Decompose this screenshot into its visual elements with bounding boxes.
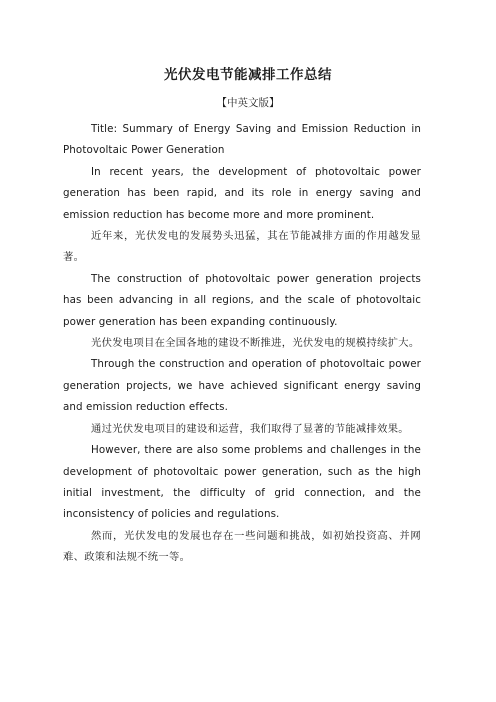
paragraph-cn: 近年来，光伏发电的发展势头迅猛，其在节能减排方面的作用越发显著。	[63, 230, 421, 264]
paragraph-title-en: Title: Summary of Energy Saving and Emission Reduction in Photovoltaic Power Generation	[63, 123, 421, 157]
paragraph-cn: 通过光伏发电项目的建设和运营，我们取得了显著的节能减排效果。	[91, 422, 409, 435]
document-body	[63, 119, 421, 569]
paragraph-en: However, there are also some problems and challenges in the development of photovoltaic power generation, such as the high initial investment, the difficulty of grid connection, and the inconsistency of policies and regulations.	[63, 444, 421, 521]
document-subtitle: 【中英文版】	[216, 97, 280, 109]
paragraph-cn: 然而，光伏发电的发展也存在一些问题和挑战，如初始投资高、并网难、政策和法规不统一等。	[63, 529, 421, 564]
document-title: 光伏发电节能减排工作总结	[164, 67, 332, 83]
paragraph-cn: 光伏发电项目在全国各地的建设不断推进，光伏发电的规模持续扩大。	[91, 337, 420, 350]
paragraph-en: In recent years, the development of photovoltaic power generation has been rapid, and its role in energy saving and emission reduction has become more and more prominent.	[63, 165, 421, 221]
paragraph-en: The construction of photovoltaic power generation projects has been advancing in all regions, and the scale of photovoltaic power generation has been expanding continuously.	[63, 272, 421, 328]
paragraph-en: Through the construction and operation of photovoltaic power generation projects, we have achieved significant energy saving and emission reduction effects.	[63, 358, 421, 414]
